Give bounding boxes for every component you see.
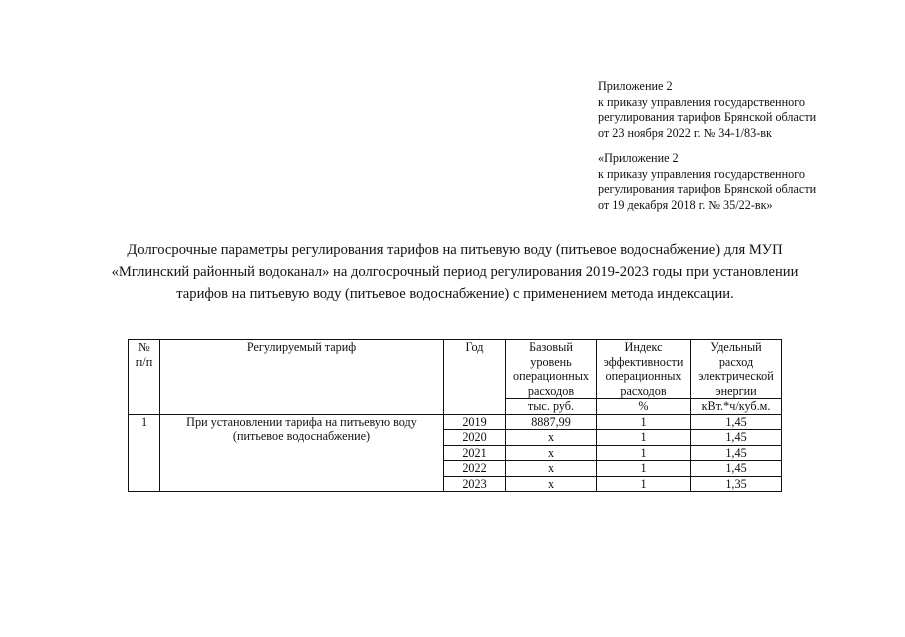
row-number: 1	[129, 414, 160, 492]
cell-energy: 1,45	[691, 430, 782, 446]
title-line: Долгосрочные параметры регулирования тарифов на питьевую воду (питьевое водоснабжение) для МУП	[127, 242, 783, 258]
appendix-line: «Приложение 2	[598, 151, 679, 165]
title-line: «Мглинский районный водоканал» на долгосрочный период регулирования 2019-2023 годы при установлении	[111, 264, 799, 280]
cell-year: 2023	[444, 476, 506, 492]
tariff-name: При установлении тарифа на питьевую воду (питьевое водоснабжение)	[160, 414, 444, 492]
unit-index: %	[597, 399, 691, 415]
cell-index: 1	[597, 445, 691, 461]
cell-index: 1	[597, 430, 691, 446]
cell-base: х	[506, 445, 597, 461]
cell-base: х	[506, 476, 597, 492]
appendix-line: регулирования тарифов Брянской области	[598, 110, 817, 124]
appendix-note-original	[598, 151, 816, 213]
header-year: Год	[444, 340, 506, 415]
cell-energy: 1,45	[691, 461, 782, 477]
cell-year: 2019	[444, 414, 506, 430]
cell-energy: 1,45	[691, 414, 782, 430]
cell-index: 1	[597, 414, 691, 430]
appendix-line: Приложение 2	[598, 79, 673, 93]
appendix-line: от 23 ноября 2022 г. № 34-1/83-вк	[598, 125, 772, 140]
document-title	[70, 239, 840, 305]
header-tariff: Регулируемый тариф	[160, 340, 444, 415]
appendix-line: регулирования тарифов Брянской области	[598, 182, 817, 196]
cell-base: х	[506, 461, 597, 477]
cell-base: 8887,99	[506, 414, 597, 430]
header-energy-consumption: Удельный расход электрической энергии	[691, 340, 782, 399]
cell-year: 2021	[444, 445, 506, 461]
tariff-parameters-table	[128, 339, 782, 492]
appendix-note-current	[598, 79, 816, 141]
cell-energy: 1,35	[691, 476, 782, 492]
cell-index: 1	[597, 476, 691, 492]
appendix-line: к приказу управления государственного	[598, 166, 805, 181]
cell-index: 1	[597, 461, 691, 477]
cell-base: х	[506, 430, 597, 446]
title-line: тарифов на питьевую воду (питьевое водоснабжение) с применением метода индексации.	[176, 286, 734, 302]
cell-year: 2020	[444, 430, 506, 446]
header-base-level: Базовый уровень операционных расходов	[506, 340, 597, 399]
header-efficiency-index: Индекс эффективности операционных расходов	[597, 340, 691, 399]
cell-year: 2022	[444, 461, 506, 477]
table-header-row	[129, 340, 782, 399]
table-row	[129, 414, 782, 430]
appendix-line: от 19 декабря 2018 г. № 35/22-вк»	[598, 197, 773, 212]
header-num: № п/п	[129, 340, 160, 415]
cell-energy: 1,45	[691, 445, 782, 461]
unit-base: тыс. руб.	[506, 399, 597, 415]
appendix-line: к приказу управления государственного	[598, 94, 805, 109]
unit-energy: кВт.*ч/куб.м.	[691, 399, 782, 415]
